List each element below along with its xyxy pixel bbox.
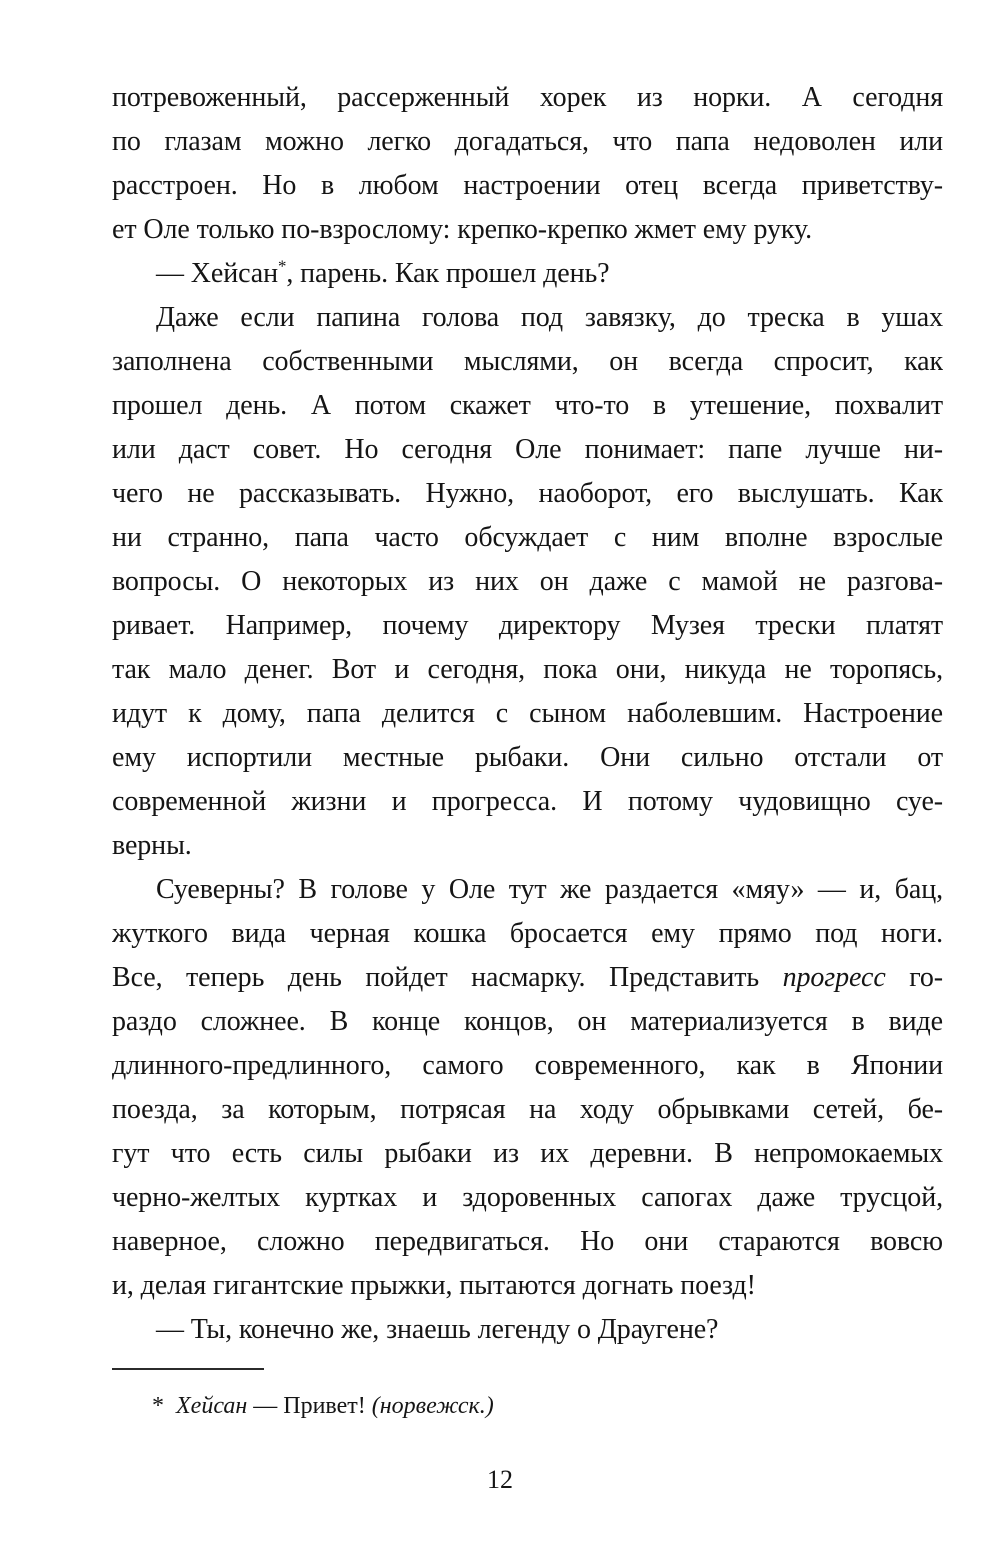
text-run: или даст совет. Но сегодня Оле понимает: папе лучше ни- [112,434,943,465]
text-run: ривает. Например, почему директору Музея трески платят [112,610,943,641]
text-run: — Привет! [247,1393,372,1419]
text-run: раздо сложнее. В конце концов, он материализуется в виде [112,1006,943,1037]
text-line [112,780,943,824]
text-line [112,1308,943,1352]
footnote-marker: * [278,256,287,276]
italic-text: прогресс [782,962,886,993]
text-run: современной жизни и прогресса. И потому чудовищно суе- [112,786,943,817]
text-run: го- [885,962,943,993]
body-text [112,76,943,1352]
text-line [112,516,943,560]
text-line [112,76,943,120]
text-line [112,120,943,164]
text-run: черно-желтых куртках и здоровенных сапогах даже трусцой, [112,1182,943,1213]
text-run: длинного-предлинного, самого современного, как в Японии [112,1050,943,1081]
text-run: наверное, сложно передвигаться. Но они стараются вовсю [112,1226,943,1257]
text-run: поезда, за которым, потрясая на ходу обрывками сетей, бе- [112,1094,943,1125]
text-run: * [152,1393,176,1419]
text-run: вопросы. О некоторых из них он даже с мамой не разгова- [112,566,943,597]
text-run: потревоженный, рассерженный хорек из норки. А сегодня [112,82,943,113]
footnote [112,1362,943,1422]
text-run: по глазам можно легко догадаться, что папа недоволен или [112,126,943,157]
text-line [112,472,943,516]
text-run: — Хейсан [156,258,279,289]
text-run: ни странно, папа часто обсуждает с ним вполне взрослые [112,522,943,553]
text-line [112,692,943,736]
text-run: заполнена собственными мыслями, он всегда спросит, как [112,346,943,377]
text-run: , парень. Как прошел день? [286,258,610,289]
text-run: так мало денег. Вот и сегодня, пока они, никуда не торопясь, [112,654,943,685]
text-run: ему испортили местные рыбаки. Они сильно отстали от [112,742,943,773]
text-line [112,648,943,692]
text-line [112,252,943,296]
text-line [112,340,943,384]
text-line [112,956,943,1000]
text-run: расстроен. Но в любом настроении отец всегда приветству- [112,170,943,201]
text-run: прошел день. А потом скажет что-то в утешение, похвалит [112,390,943,421]
text-line [112,824,943,868]
page-number: 12 [487,1465,513,1494]
text-line [112,868,943,912]
text-line [112,736,943,780]
text-run: верны. [112,830,192,861]
text-line [112,428,943,472]
italic-text: (норвежск.) [371,1393,494,1419]
text-run: Даже если папина голова под завязку, до треска в ушах [156,302,943,333]
text-line [112,1044,943,1088]
text-line [112,208,943,252]
text-run: идут к дому, папа делится с сыном наболевшим. Настроение [112,698,943,729]
text-run: ет Оле только по-взрослому: крепко-крепко жмет ему руку. [112,214,813,245]
text-line [112,1220,943,1264]
text-line [112,912,943,956]
text-line [112,1132,943,1176]
text-run: Суеверны? В голове у Оле тут же раздается «мяу» — и, бац, [156,874,943,905]
text-line [112,560,943,604]
text-run: жуткого вида черная кошка бросается ему прямо под ноги. [112,918,943,949]
text-run: Все, теперь день пойдет насмарку. Представить [112,962,783,993]
text-line [112,384,943,428]
text-line [112,1264,943,1308]
footnote-text [112,1390,943,1422]
text-line [112,164,943,208]
text-line [112,1176,943,1220]
italic-text: Хейсан [176,1393,248,1419]
text-run: и, делая гигантские прыжки, пытаются догнать поезд! [112,1270,756,1301]
text-line [112,1088,943,1132]
text-line [112,604,943,648]
text-line [112,296,943,340]
text-line [112,1000,943,1044]
footnote-divider [112,1368,264,1370]
text-run: чего не рассказывать. Нужно, наоборот, его выслушать. Как [112,478,943,509]
text-run: гут что есть силы рыбаки из их деревни. В непромокаемых [112,1138,943,1169]
text-run: — Ты, конечно же, знаешь легенду о Драугене? [156,1314,719,1345]
